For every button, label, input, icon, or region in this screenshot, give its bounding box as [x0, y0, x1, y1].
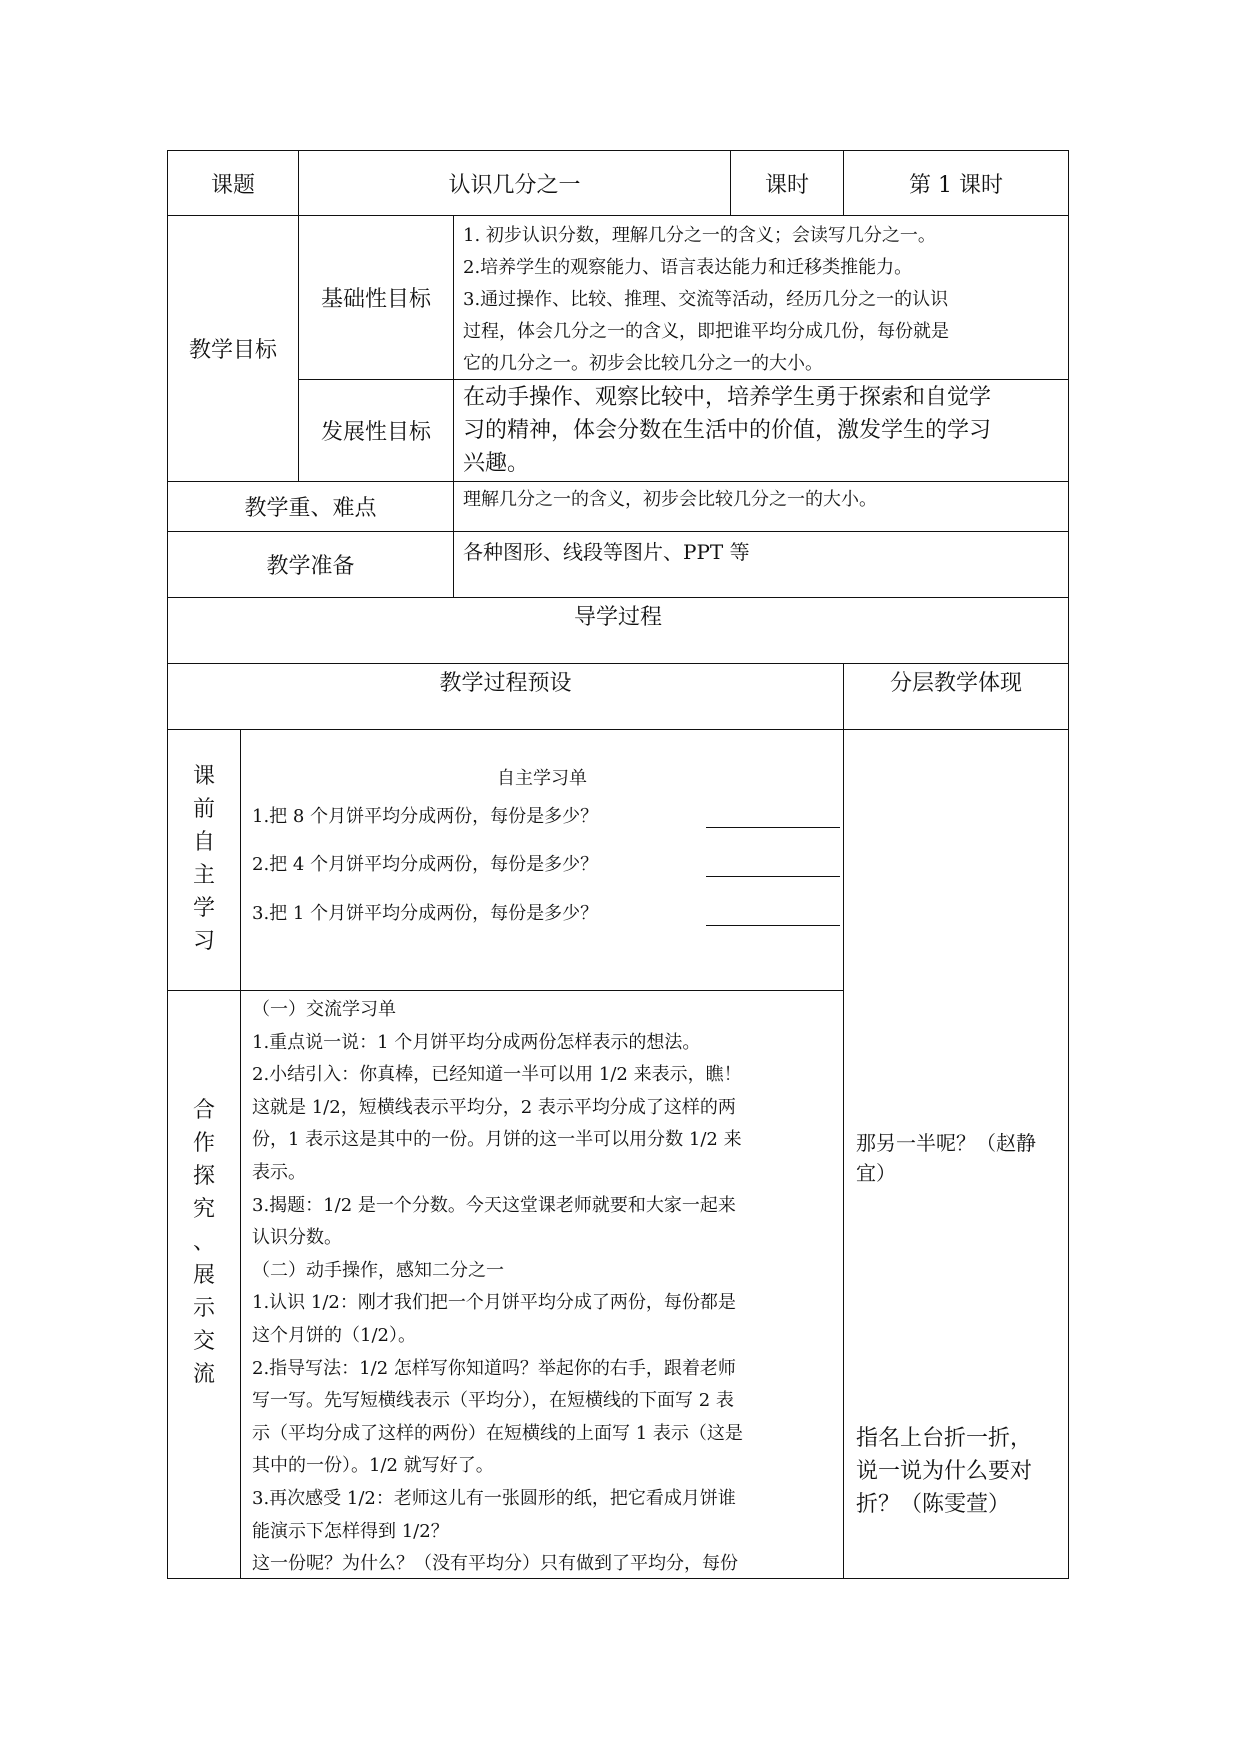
objectives-label: 教学目标 — [188, 338, 277, 363]
content-line: 这个月饼的（1/2）。 — [252, 1324, 416, 1346]
content-line: 2.指导写法：1/2 怎样写你知道吗？举起你的右手，跟着老师 — [252, 1357, 736, 1379]
dev-objective-label: 发展性目标 — [320, 420, 431, 445]
note-line: 折？（陈雯萱） — [856, 1492, 1011, 1517]
process-title: 导学过程 — [573, 605, 662, 630]
preparation-label: 教学准备 — [266, 554, 355, 579]
content-line: 1.认识 1/2：刚才我们把一个月饼平均分成了两份，每份都是 — [252, 1292, 736, 1314]
content-line: 认识分数。 — [252, 1227, 342, 1249]
label-char: 自 — [192, 830, 215, 855]
label-char: 、 — [192, 1230, 215, 1255]
cooperation-content — [252, 994, 842, 1581]
basic-objective-line: 2.培养学生的观察能力、语言表达能力和迁移类推能力。 — [463, 257, 913, 278]
layered-note-2 — [856, 1422, 1061, 1521]
label-char: 课 — [192, 764, 215, 789]
note-line: 宜） — [856, 1161, 896, 1185]
content-line: 3.再次感受 1/2：老师这儿有一张圆形的纸，把它看成月饼谁 — [252, 1487, 736, 1509]
content-line: 1.重点说一说：1 个月饼平均分成两份怎样表示的想法。 — [252, 1031, 701, 1053]
preset-column-header: 教学过程预设 — [439, 671, 572, 696]
self-study-question: 3.把 1 个月饼平均分成两份，每份是多少？ — [252, 903, 599, 924]
period-value: 第 1 课时 — [909, 172, 1003, 198]
content-line: 这就是 1/2，短横线表示平均分，2 表示平均分成了这样的两 — [252, 1096, 736, 1118]
label-char: 学 — [192, 896, 215, 921]
label-char: 习 — [192, 929, 215, 954]
content-line: 表示。 — [252, 1161, 306, 1183]
note-line: 指名上台折一折， — [856, 1426, 1033, 1451]
basic-objective-line: 它的几分之一。初步会比较几分之一的大小。 — [463, 353, 823, 374]
content-line: （一）交流学习单 — [252, 999, 396, 1020]
note-line: 那另一半呢？（赵静 — [856, 1131, 1036, 1155]
self-study-sheet-title: 自主学习单 — [497, 768, 587, 789]
answer-blank[interactable] — [706, 925, 840, 926]
content-line: 3.揭题：1/2 是一个分数。今天这堂课老师就要和大家一起来 — [252, 1194, 736, 1216]
label-char: 作 — [192, 1131, 215, 1156]
label-char: 究 — [192, 1197, 215, 1222]
dev-objective-content — [463, 381, 1063, 480]
label-char: 示 — [192, 1296, 215, 1321]
label-char: 前 — [192, 797, 215, 822]
layered-column-header: 分层教学体现 — [889, 671, 1022, 696]
dev-objective-line: 习的精神，体会分数在生活中的价值，激发学生的学习 — [463, 418, 992, 443]
dev-objective-line: 在动手操作、观察比较中，培养学生勇于探索和自觉学 — [463, 385, 992, 410]
basic-objective-line: 1. 初步认识分数，理解几分之一的含义；会读写几分之一。 — [463, 225, 936, 246]
content-line: 其中的一份）。1/2 就写好了。 — [252, 1455, 494, 1477]
self-study-question: 1.把 8 个月饼平均分成两份，每份是多少？ — [252, 806, 599, 827]
basic-objective-content — [463, 220, 1063, 380]
label-char: 主 — [192, 863, 215, 888]
self-study-question: 2.把 4 个月饼平均分成两份，每份是多少？ — [252, 854, 599, 875]
key-points-label: 教学重、难点 — [244, 496, 377, 521]
label-char: 流 — [192, 1362, 215, 1387]
note-line: 说一说为什么要对 — [856, 1459, 1033, 1484]
content-line: （二）动手操作，感知二分之一 — [252, 1259, 504, 1281]
content-line: 写一写。先写短横线表示（平均分），在短横线的下面写 2 表 — [252, 1390, 734, 1412]
topic-label: 课题 — [210, 172, 255, 198]
basic-objective-line: 3.通过操作、比较、推理、交流等活动，经历几分之一的认识 — [463, 289, 949, 310]
self-study-label — [168, 760, 240, 958]
layered-note-1 — [856, 1128, 1061, 1188]
key-points-value: 理解几分之一的含义，初步会比较几分之一的大小。 — [463, 489, 877, 510]
content-line: 2.小结引入：你真棒，已经知道一半可以用 1/2 来表示，瞧！ — [252, 1064, 742, 1086]
content-line: 这一份呢？为什么？（没有平均分）只有做到了平均分，每份 — [252, 1553, 738, 1575]
topic-value: 认识几分之一 — [448, 172, 581, 198]
label-char: 探 — [192, 1164, 215, 1189]
period-label: 课时 — [764, 172, 809, 198]
preparation-value: 各种图形、线段等图片、PPT 等 — [463, 540, 750, 564]
cooperation-label — [168, 1094, 240, 1391]
content-line: 示（平均分成了这样的两份）在短横线的上面写 1 表示（这是 — [252, 1422, 743, 1444]
basic-objective-line: 过程，体会几分之一的含义，即把谁平均分成几份，每份就是 — [463, 321, 949, 342]
label-char: 交 — [192, 1329, 215, 1354]
answer-blank[interactable] — [706, 876, 840, 877]
dev-objective-line: 兴趣。 — [463, 451, 530, 476]
basic-objective-label: 基础性目标 — [320, 287, 431, 312]
label-char: 合 — [192, 1098, 215, 1123]
content-line: 份，1 表示这是其中的一份。月饼的这一半可以用分数 1/2 来 — [252, 1129, 742, 1151]
content-line: 能演示下怎样得到 1/2？ — [252, 1520, 449, 1542]
label-char: 展 — [192, 1263, 215, 1288]
answer-blank[interactable] — [706, 827, 840, 828]
